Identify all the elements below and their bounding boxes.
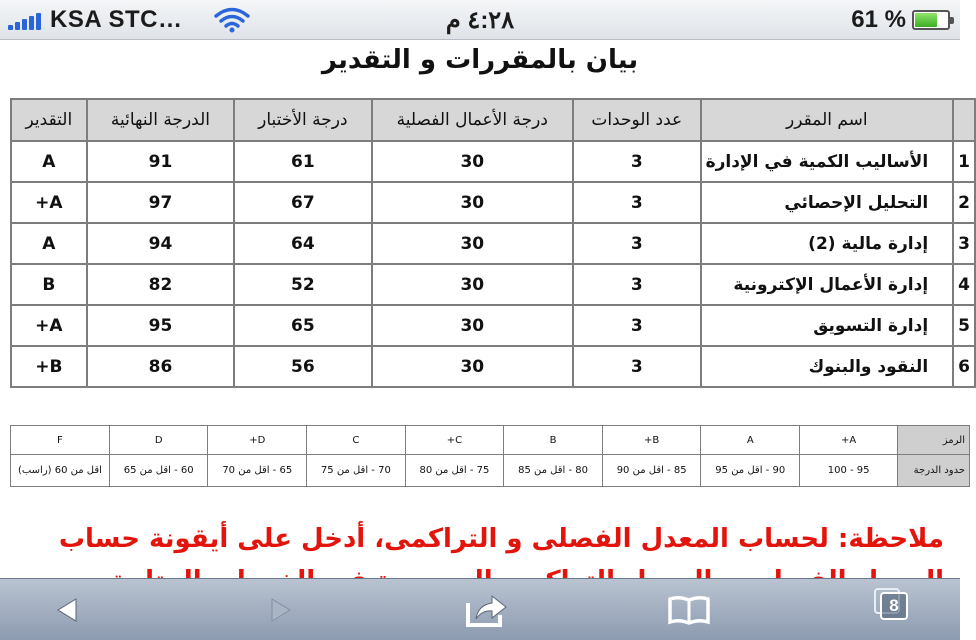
- final-cell: 97: [87, 182, 234, 223]
- scale-range: 90 - اقل من 95: [701, 455, 800, 487]
- scale-range: 80 - اقل من 85: [504, 455, 603, 487]
- battery-percentage: 61 %: [851, 6, 906, 33]
- scale-range: 75 - اقل من 80: [405, 455, 504, 487]
- grade-cell: A+: [11, 182, 87, 223]
- final-cell: 86: [87, 346, 234, 387]
- gpa-note: ملاحظة: لحساب المعدل الفصلى و التراكمى، أدخل على أيقونة حساب: [58, 524, 944, 554]
- row-index: 4: [953, 264, 975, 305]
- scale-symbol-row: [11, 426, 970, 455]
- coursework-cell: 30: [372, 305, 573, 346]
- final-cell: 82: [87, 264, 234, 305]
- forward-button[interactable]: [256, 589, 306, 631]
- page-title: بيان بالمقررات و التقدير: [321, 45, 639, 75]
- units-cell: 3: [573, 182, 701, 223]
- grade-cell: A: [11, 141, 87, 182]
- coursework-cell: 30: [372, 182, 573, 223]
- grades-table: [10, 98, 976, 388]
- course-name: الأساليب الكمية في الإدارة: [701, 141, 954, 182]
- back-arrow-icon: [52, 595, 82, 625]
- row-index: 5: [953, 305, 975, 346]
- coursework-cell: 30: [372, 346, 573, 387]
- course-name: النقود والبنوك: [701, 346, 954, 387]
- scale-range: 70 - اقل من 75: [307, 455, 406, 487]
- final-cell: 95: [87, 305, 234, 346]
- status-bar: [0, 0, 960, 40]
- course-name: إدارة التسويق: [701, 305, 954, 346]
- scale-range-label: حدود الدرجة: [898, 455, 970, 487]
- table-row: [11, 346, 975, 387]
- header-grade: التقدير: [11, 99, 87, 141]
- grades-header-row: [11, 99, 975, 141]
- scale-range: 60 - اقل من 65: [109, 455, 208, 487]
- units-cell: 3: [573, 305, 701, 346]
- final-cell: 91: [87, 141, 234, 182]
- table-row: [11, 305, 975, 346]
- header-final: الدرجة النهائية: [87, 99, 234, 141]
- scale-symbol: D: [109, 426, 208, 455]
- share-button[interactable]: [462, 589, 512, 631]
- table-row: [11, 182, 975, 223]
- scale-symbol: C+: [405, 426, 504, 455]
- scale-symbol: A+: [800, 426, 898, 455]
- status-time: ٤:٢٨ م: [445, 7, 515, 34]
- final-cell: 94: [87, 223, 234, 264]
- header-coursework: درجة الأعمال الفصلية: [372, 99, 573, 141]
- row-index: 3: [953, 223, 975, 264]
- exam-cell: 52: [234, 264, 371, 305]
- exam-cell: 65: [234, 305, 371, 346]
- exam-cell: 56: [234, 346, 371, 387]
- back-button[interactable]: [42, 589, 92, 631]
- grade-cell: B+: [11, 346, 87, 387]
- header-index: [953, 99, 975, 141]
- grade-cell: B: [11, 264, 87, 305]
- row-index: 6: [953, 346, 975, 387]
- scale-symbol: C: [307, 426, 406, 455]
- units-cell: 3: [573, 264, 701, 305]
- row-index: 2: [953, 182, 975, 223]
- coursework-cell: 30: [372, 141, 573, 182]
- units-cell: 3: [573, 141, 701, 182]
- share-icon: [464, 591, 510, 629]
- units-cell: 3: [573, 346, 701, 387]
- scale-symbol: D+: [208, 426, 307, 455]
- table-row: [11, 264, 975, 305]
- exam-cell: 61: [234, 141, 371, 182]
- course-name: إدارة الأعمال الإكترونية: [701, 264, 954, 305]
- scale-range: 95 - 100: [800, 455, 898, 487]
- exam-cell: 67: [234, 182, 371, 223]
- course-name: إدارة مالية (2): [701, 223, 954, 264]
- exam-cell: 64: [234, 223, 371, 264]
- scale-range: اقل من 60 (راسب): [11, 455, 110, 487]
- course-name: التحليل الإحصائي: [701, 182, 954, 223]
- scale-symbol: A: [701, 426, 800, 455]
- scale-range: 85 - اقل من 90: [602, 455, 701, 487]
- units-cell: 3: [573, 223, 701, 264]
- bookmarks-icon: [667, 594, 711, 626]
- coursework-cell: 30: [372, 264, 573, 305]
- scale-symbol: F: [11, 426, 110, 455]
- scale-range-row: [11, 455, 970, 487]
- header-units: عدد الوحدات: [573, 99, 701, 141]
- table-row: [11, 141, 975, 182]
- scale-symbol: B: [504, 426, 603, 455]
- coursework-cell: 30: [372, 223, 573, 264]
- scale-symbol: B+: [602, 426, 701, 455]
- scale-range: 65 - اقل من 70: [208, 455, 307, 487]
- row-index: 1: [953, 141, 975, 182]
- scale-symbol-label: الرمز: [898, 426, 970, 455]
- browser-toolbar: [0, 578, 960, 640]
- header-course-name: اسم المقرر: [701, 99, 954, 141]
- grade-cell: A: [11, 223, 87, 264]
- table-row: [11, 223, 975, 264]
- carrier-name: KSA STC…: [50, 6, 183, 33]
- tab-count-badge: 8: [880, 592, 908, 620]
- header-exam: درجة الأختبار: [234, 99, 371, 141]
- grade-scale-table: [10, 425, 970, 487]
- forward-arrow-icon: [266, 595, 296, 625]
- grade-cell: A+: [11, 305, 87, 346]
- battery-icon: [912, 10, 950, 30]
- bookmarks-button[interactable]: [664, 589, 714, 631]
